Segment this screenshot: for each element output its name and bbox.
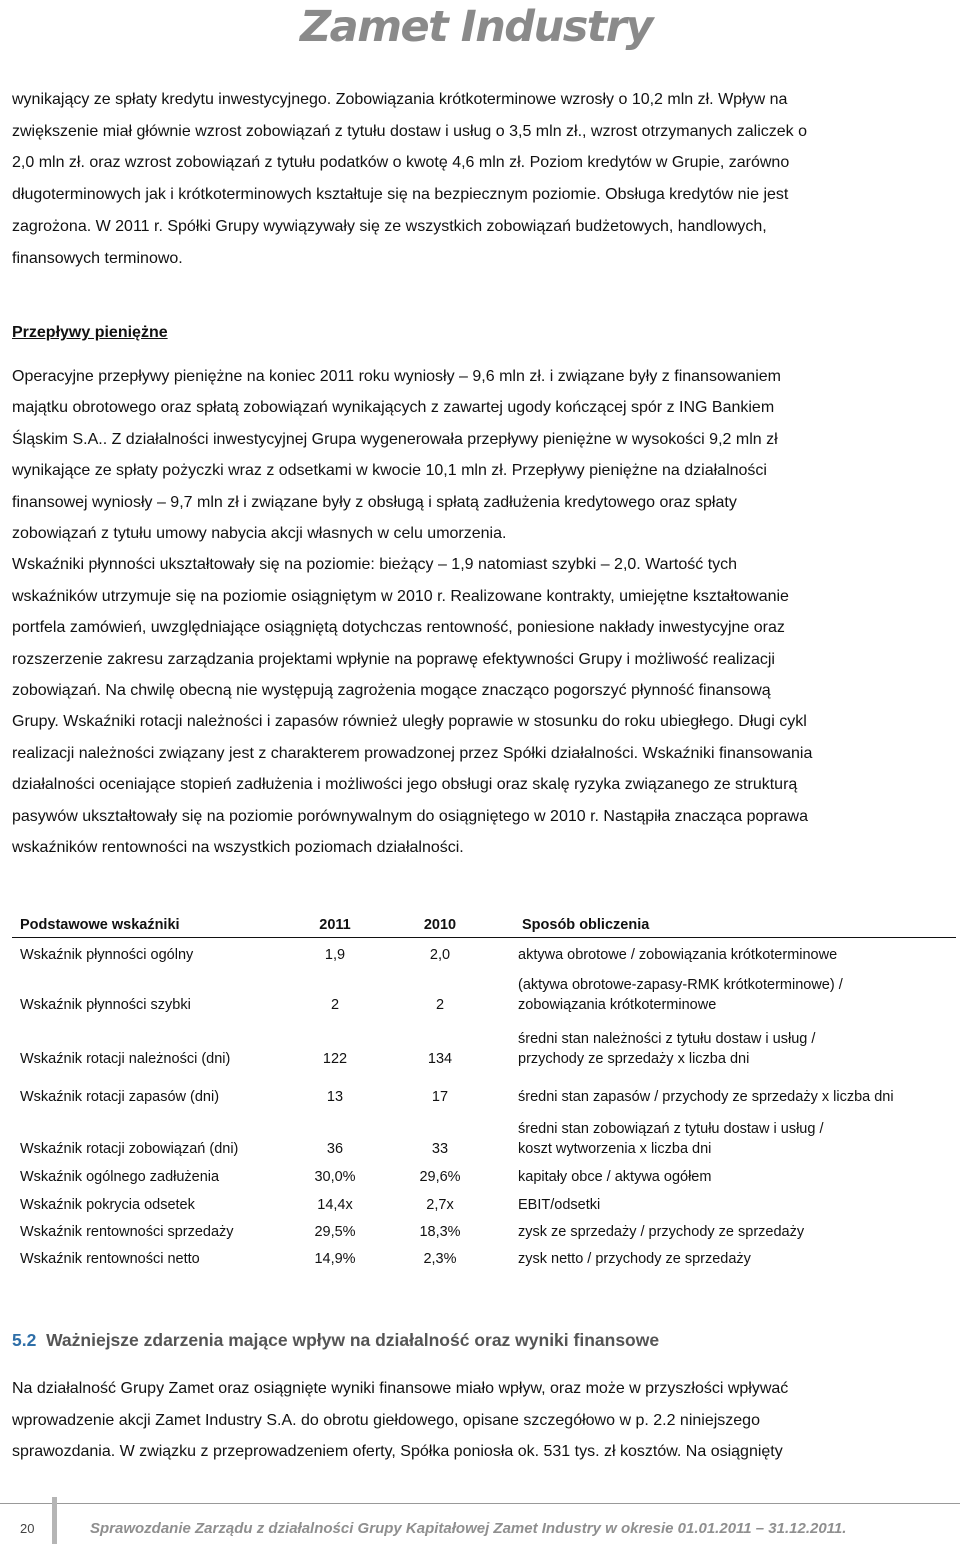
text-line: Wskaźniki płynności ukształtowały się na poziomie: bieżący – 1,9 natomiast szybki – 2,0. Wartość tych: [12, 556, 738, 574]
value-2010: 17: [431, 1089, 449, 1105]
cashflow-paragraph: [12, 361, 938, 864]
text-line: portfela zamówień, uwzględniające osiągniętą dotychczas rentowność, poniesione nakłady inwestycyjne oraz: [12, 619, 785, 637]
text-line: Śląskim S.A.. Z działalności inwestycyjnej Grupa wygenerowała przepływy pieniężne w wysokości 9,2 mln zł: [12, 430, 778, 448]
indicator-name: Wskaźnik rotacji należności (dni): [20, 1051, 231, 1067]
section-5-2-paragraph: [12, 1373, 938, 1468]
value-2010: 29,6%: [419, 1169, 461, 1185]
value-2011: 122: [322, 1051, 348, 1067]
text-line: wskaźników rentowności na wszystkich poziomach działalności.: [12, 839, 464, 857]
header-calculation-method: Sposób obliczenia: [522, 917, 650, 933]
calculation-method: kapitały obce / aktywa ogółem: [518, 1169, 712, 1185]
header-year-2010: 2010: [423, 917, 457, 933]
indicator-name: Wskaźnik rotacji zobowiązań (dni): [20, 1141, 239, 1157]
value-2011: 13: [326, 1089, 344, 1105]
indicator-name: Wskaźnik rotacji zapasów (dni): [20, 1089, 220, 1105]
text-line: wprowadzenie akcji Zamet Industry S.A. do obrotu giełdowego, opisane szczegółowo w p. 2.2 niniejszego: [12, 1411, 760, 1429]
value-2010: 2,7x: [426, 1197, 454, 1213]
calculation-method: zobowiązania krótkoterminowe: [518, 997, 717, 1013]
text-line: wynikające ze spłaty pożyczki wraz z odsetkami w kwocie 10,1 mln zł. Przepływy pieniężne na działalności: [12, 462, 767, 480]
value-2010: 33: [431, 1141, 449, 1157]
page-number: 20: [20, 1521, 35, 1536]
text-line: rozszerzenie zakresu zarządzania projektami wpłynie na poprawę efektywności Grupy i możliwość realizacji: [12, 650, 775, 668]
text-line: działalności oceniające stopień zadłużenia i możliwości jego obsługi oraz skalę ryzyka związanego ze strukturą: [12, 776, 798, 794]
value-2010: 18,3%: [419, 1224, 461, 1240]
intro-paragraph: [12, 84, 938, 274]
text-line: sprawozdania. W związku z przeprowadzeniem oferty, Spółka poniosła ok. 531 tys. zł kosztów. Na osiągnięty: [12, 1443, 783, 1461]
value-2011: 1,9: [324, 947, 346, 963]
calculation-method: średni stan zapasów / przychody ze sprzedaży x liczba dni: [518, 1089, 894, 1105]
text-line: majątku obrotowego oraz spłatą zobowiązań wynikających z zawartej ugody kończącej spór z ING Bankiem: [12, 399, 775, 417]
section-title: Ważniejsze zdarzenia mające wpływ na działalność oraz wyniki finansowe: [46, 1330, 660, 1350]
footer-title: Sprawozdanie Zarządu z działalności Grupy Kapitałowej Zamet Industry w okresie 01.01.2011 – 31.12.2011.: [90, 1520, 847, 1537]
text-line: zwiększenie miał głównie wzrost zobowiązań z tytułu dostaw i usług o 3,5 mln zł., wzrost otrzymanych zaliczek o: [12, 122, 807, 140]
value-2010: 2,0: [429, 947, 451, 963]
value-2010: 2: [435, 997, 445, 1013]
value-2011: 2: [330, 997, 340, 1013]
section-number: 5.2: [12, 1330, 37, 1350]
indicator-name: Wskaźnik płynności szybki: [20, 997, 191, 1013]
calculation-method: EBIT/odsetki: [518, 1197, 601, 1213]
calculation-method: koszt wytworzenia x liczba dni: [518, 1141, 712, 1157]
value-2010: 134: [427, 1051, 453, 1067]
text-line: zagrożona. W 2011 r. Spółki Grupy wywiązywały się ze wszystkich zobowiązań budżetowych, handlowych,: [12, 217, 767, 235]
text-line: wskaźników utrzymuje się na poziomie osiągniętym w 2010 r. Realizowane kontrakty, umiejętne kształtowanie: [12, 587, 789, 605]
text-line: 2,0 mln zł. oraz wzrost zobowiązań z tytułu podatków o kwotę 4,6 mln zł. Poziom kredytów w Grupie, zarówno: [12, 154, 790, 172]
text-line: długoterminowych jak i krótkoterminowych kształtuje się na bezpiecznym poziomie. Obsługa kredytów nie jest: [12, 186, 789, 204]
text-line: zobowiązań z tytułu umowy nabycia akcji własnych w celu umorzenia.: [12, 525, 507, 543]
calculation-method: zysk netto / przychody ze sprzedaży: [518, 1251, 751, 1267]
value-2010: 2,3%: [423, 1251, 457, 1267]
calculation-method: średni stan należności z tytułu dostaw i usług /: [518, 1031, 816, 1047]
text-line: realizacji należności związany jest z charakterem prowadzonej przez Spółki działalności. Wskaźniki finansowania: [12, 744, 813, 762]
text-line: Grupy. Wskaźniki rotacji należności i zapasów również uległy poprawie w stosunku do roku ubiegłego. Długi cykl: [12, 713, 807, 731]
value-2011: 30,0%: [314, 1169, 356, 1185]
value-2011: 29,5%: [314, 1224, 356, 1240]
text-line: finansowej wyniosły – 9,7 mln zł i związane były z obsługą i spłatą zadłużenia kredytowego oraz spłaty: [12, 493, 737, 511]
calculation-method: aktywa obrotowe / zobowiązania krótkoterminowe: [518, 947, 838, 963]
text-line: finansowych terminowo.: [12, 249, 183, 267]
company-logo: Zamet Industry: [300, 2, 653, 52]
footer-divider: [0, 1503, 960, 1504]
text-line: zobowiązań. Na chwilę obecną nie występują zagrożenia mogące znacząco pogorszyć płynność finansową: [12, 682, 771, 700]
calculation-method: średni stan zobowiązań z tytułu dostaw i usług /: [518, 1121, 824, 1137]
text-line: Operacyjne przepływy pieniężne na koniec 2011 roku wyniosły – 9,6 mln zł. i związane były z finansowaniem: [12, 368, 781, 385]
section-5-2-heading: [12, 1330, 659, 1351]
calculation-method: zysk ze sprzedaży / przychody ze sprzedaży: [518, 1224, 805, 1240]
value-2011: 14,4x: [317, 1197, 353, 1213]
calculation-method: przychody ze sprzedaży x liczba dni: [518, 1051, 750, 1067]
cashflow-heading: Przepływy pieniężne: [12, 324, 168, 341]
header-year-2011: 2011: [319, 917, 351, 933]
indicator-name: Wskaźnik rentowności netto: [20, 1251, 200, 1267]
header-indicator-name: Podstawowe wskaźniki: [20, 917, 180, 933]
calculation-method: (aktywa obrotowe-zapasy-RMK krótkoterminowe) /: [518, 977, 843, 993]
value-2011: 36: [326, 1141, 344, 1157]
text-line: pasywów ukształtowały się na poziomie porównywalnym do osiągniętego w 2010 r. Nastąpiła znacząca poprawa: [12, 807, 808, 825]
indicator-name: Wskaźnik pokrycia odsetek: [20, 1197, 195, 1213]
indicator-name: Wskaźnik ogólnego zadłużenia: [20, 1169, 220, 1185]
indicator-name: Wskaźnik płynności ogólny: [20, 947, 194, 963]
footer-separator: [52, 1497, 57, 1544]
indicator-name: Wskaźnik rentowności sprzedaży: [20, 1224, 234, 1240]
value-2011: 14,9%: [314, 1251, 356, 1267]
indicators-table-header: [12, 917, 956, 938]
text-line: wynikający ze spłaty kredytu inwestycyjnego. Zobowiązania krótkoterminowe wzrosły o 10,2 mln zł. Wpływ na: [12, 91, 788, 108]
text-line: Na działalność Grupy Zamet oraz osiągnięte wyniki finansowe miało wpływ, oraz może w przyszłości wpływać: [12, 1380, 789, 1397]
